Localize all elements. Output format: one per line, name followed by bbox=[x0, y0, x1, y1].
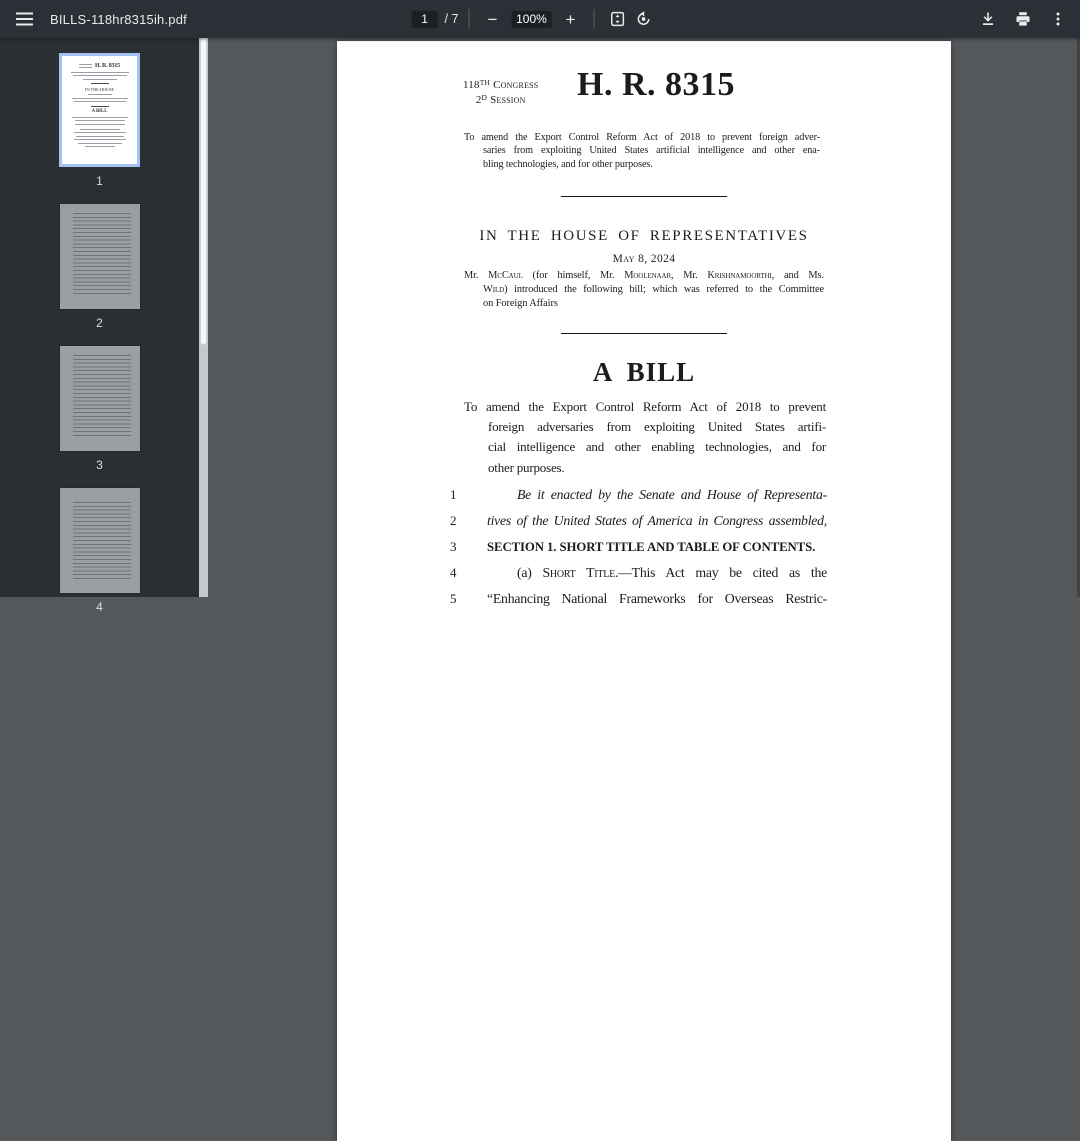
bill-line bbox=[450, 508, 828, 534]
introduction-date: May 8, 2024 bbox=[612, 253, 676, 265]
fit-page-icon bbox=[609, 11, 625, 27]
thumbnail-label: 2 bbox=[96, 316, 103, 330]
print-icon bbox=[1015, 11, 1031, 27]
congress-session-label: 118TH Congress $2^D$ Session bbox=[463, 78, 539, 106]
more-vert-icon bbox=[1050, 11, 1066, 27]
plus-icon: + bbox=[565, 9, 576, 29]
document-title: BILLS-118hr8315ih.pdf bbox=[50, 11, 187, 27]
menu-button[interactable] bbox=[11, 6, 37, 32]
divider-rule bbox=[561, 333, 727, 334]
bill-summary: To amend the Export Control Reform Act of 2018 to prevent foreign adversaries from exploiting United States artifi- cial intelligence and other enabling technologies, and for other purposes. bbox=[464, 399, 826, 475]
line-text: tives of the United States of America in Congress assembled, bbox=[487, 513, 827, 528]
bill-line bbox=[450, 534, 828, 560]
thumbnail-label: 1 bbox=[96, 174, 103, 188]
viewer-area[interactable] bbox=[208, 38, 1080, 606]
line-number: 5 bbox=[450, 591, 457, 606]
rotate-ccw-icon bbox=[635, 11, 651, 27]
thumbnail-panel bbox=[0, 38, 208, 614]
toolbar-separator bbox=[593, 9, 594, 29]
sidebar-scrollbar[interactable] bbox=[199, 38, 208, 597]
sidebar-scrollbar-thumb[interactable] bbox=[200, 38, 207, 345]
line-text: (a) Short Title.—This Act may be cited as the bbox=[517, 565, 827, 580]
toolbar-separator bbox=[468, 9, 469, 29]
thumbnail-preview-content: H. R. 8315 IN THE HOUSE A BILL bbox=[62, 56, 137, 164]
line-text: Be it enacted by the Senate and House of Representa- bbox=[517, 487, 827, 502]
zoom-in-button[interactable] bbox=[557, 6, 583, 32]
thumbnail-page-1[interactable] bbox=[0, 53, 199, 188]
toolbar bbox=[0, 0, 1080, 38]
page-count-label: / 7 bbox=[444, 12, 459, 26]
print-button[interactable] bbox=[1010, 6, 1036, 32]
toolbar-right-group bbox=[975, 6, 1080, 32]
rotate-button[interactable] bbox=[630, 6, 656, 32]
page-number-input[interactable] bbox=[412, 11, 438, 28]
mini-bill-heading: A BILL bbox=[91, 109, 108, 114]
thumbnail-list bbox=[0, 53, 199, 614]
line-text: “Enhancing National Frameworks for Overseas Restric- bbox=[487, 591, 827, 606]
line-number: 3 bbox=[450, 539, 457, 554]
download-button[interactable] bbox=[975, 6, 1001, 32]
bill-body bbox=[450, 482, 828, 612]
thumbnail-page-4[interactable] bbox=[0, 488, 199, 614]
mini-bill-number: H. R. 8315 bbox=[94, 63, 120, 69]
sponsor-paragraph: Mr. McCaul (for himself, Mr. Moolenaar, Mr. Krishnamoorthi, and Ms. Wild) introduced the following bill; which was referred to the Committee on Foreign Affairs bbox=[464, 270, 824, 309]
menu-icon bbox=[16, 12, 33, 26]
divider-rule bbox=[561, 196, 727, 197]
thumbnail-page-3[interactable] bbox=[0, 346, 199, 472]
line-text: SECTION 1. SHORT TITLE AND TABLE OF CONTENTS. bbox=[487, 540, 816, 554]
download-icon bbox=[980, 11, 996, 27]
bill-number-heading: H. R. 8315 bbox=[577, 66, 735, 103]
thumbnail-page-2[interactable] bbox=[0, 204, 199, 330]
thumbnail-label: 4 bbox=[96, 600, 103, 614]
zoom-out-button[interactable] bbox=[479, 6, 505, 32]
thumbnail-page-3-preview bbox=[60, 346, 140, 451]
bill-line bbox=[450, 560, 828, 586]
fit-page-button[interactable] bbox=[604, 6, 630, 32]
line-number: 1 bbox=[450, 487, 457, 502]
bill-line bbox=[450, 586, 828, 612]
thumbnail-page-2-preview bbox=[60, 204, 140, 309]
toolbar-left-group bbox=[0, 6, 187, 32]
chamber-heading: IN THE HOUSE OF REPRESENTATIVES bbox=[479, 228, 809, 244]
thumbnail-label: 3 bbox=[96, 458, 103, 472]
zoom-level-display: 100% bbox=[511, 11, 551, 28]
thumbnail-page-1-preview bbox=[59, 53, 140, 167]
toolbar-center-group bbox=[412, 6, 657, 32]
pdf-page bbox=[337, 41, 951, 1141]
minus-icon: − bbox=[487, 9, 498, 29]
bill-title-heading: A BILL bbox=[592, 357, 696, 387]
line-number: 2 bbox=[450, 513, 457, 528]
bill-preamble: To amend the Export Control Reform Act of 2018 to prevent foreign adver- saries from exploiting United States artificial intelligence and other ena- bling technologies, and for other purposes. bbox=[464, 132, 820, 170]
line-number: 4 bbox=[450, 565, 457, 580]
more-options-button[interactable] bbox=[1045, 6, 1071, 32]
bill-line bbox=[450, 482, 828, 508]
thumbnail-page-4-preview bbox=[60, 488, 140, 593]
